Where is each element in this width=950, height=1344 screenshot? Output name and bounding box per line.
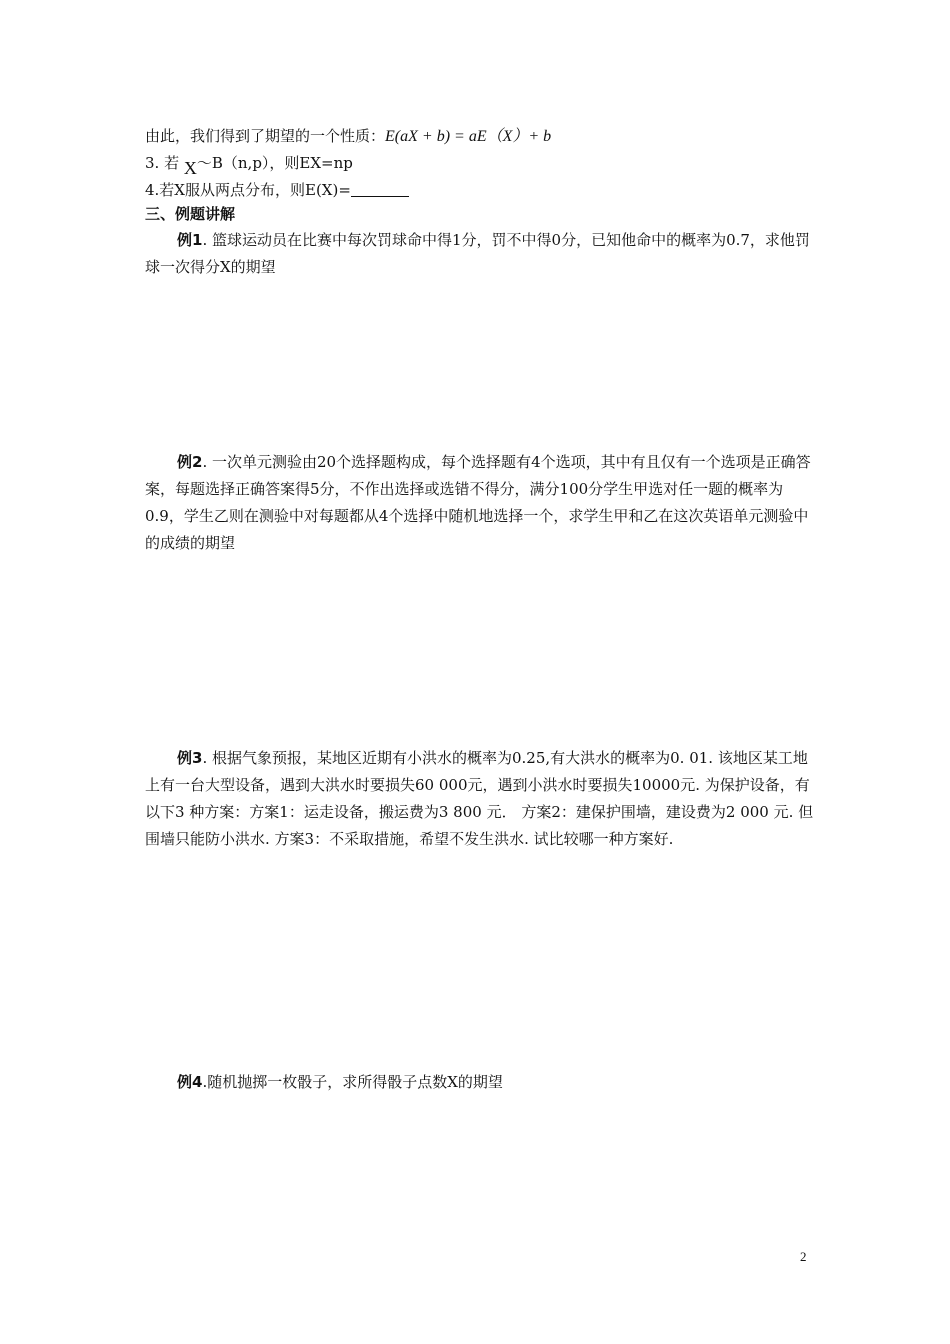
example-1	[145, 227, 817, 281]
example-2-text: . 一次单元测验由20个选择题构成，每个选择题有4个选项，其中有且仅有一个选项是正确答案，每题选择正确答案得5分，不作出选择或选错不得分，满分100分学生甲选对任一题的概率为0.9，学生乙则在测验中对每题都从4个选择中随机地选择一个，求学生甲和乙在这次英语单元测验中的成绩的期望	[145, 453, 811, 552]
item-3-line	[145, 152, 353, 178]
page-number: 2	[800, 1249, 807, 1264]
property-intro: 由此，我们得到了期望的一个性质：	[145, 127, 386, 145]
example-4-label: 例4	[177, 1073, 203, 1091]
expectation-formula: E(aX + b) = aE（X）+ b	[385, 128, 552, 145]
property-line	[145, 126, 551, 147]
item-3-prefix: 3. 若	[145, 154, 180, 172]
item-4-text: 4.若X服从两点分布，则E(X)=	[145, 181, 351, 199]
answer-blank	[351, 182, 409, 197]
example-3-text: . 根据气象预报，某地区近期有小洪水的概率为0.25,有大洪水的概率为0. 01. 该地区某工地上有一台大型设备，遇到大洪水时要损失60 000元，遇到小洪水时要损失10000元. 为保护设备，有以下3 种方案：方案1：运走设备，搬运费为3 800 元． 方案2：建保护围墙，建设费为2 000 元. 但围墙只能防小洪水. 方案3：不采取措施，希望不发生洪水. 试比较哪一种方案好.	[145, 749, 814, 848]
section-heading: 三、例题讲解	[145, 205, 236, 223]
example-4	[145, 1069, 817, 1096]
example-1-label: 例1	[177, 231, 203, 249]
example-3	[145, 745, 817, 853]
item-3-rest: ～B（n,p），则EX=np	[196, 154, 353, 172]
example-4-text: .随机抛掷一枚骰子，求所得骰子点数X的期望	[202, 1073, 503, 1091]
item-4-line	[145, 180, 409, 200]
example-2	[145, 449, 817, 557]
example-2-label: 例2	[177, 453, 203, 471]
example-1-text: . 篮球运动员在比赛中每次罚球命中得1分，罚不中得0分，已知他命中的概率为0.7，求他罚球一次得分X的期望	[145, 231, 810, 276]
example-3-label: 例3	[177, 749, 203, 767]
item-3-variable: X	[183, 158, 197, 178]
